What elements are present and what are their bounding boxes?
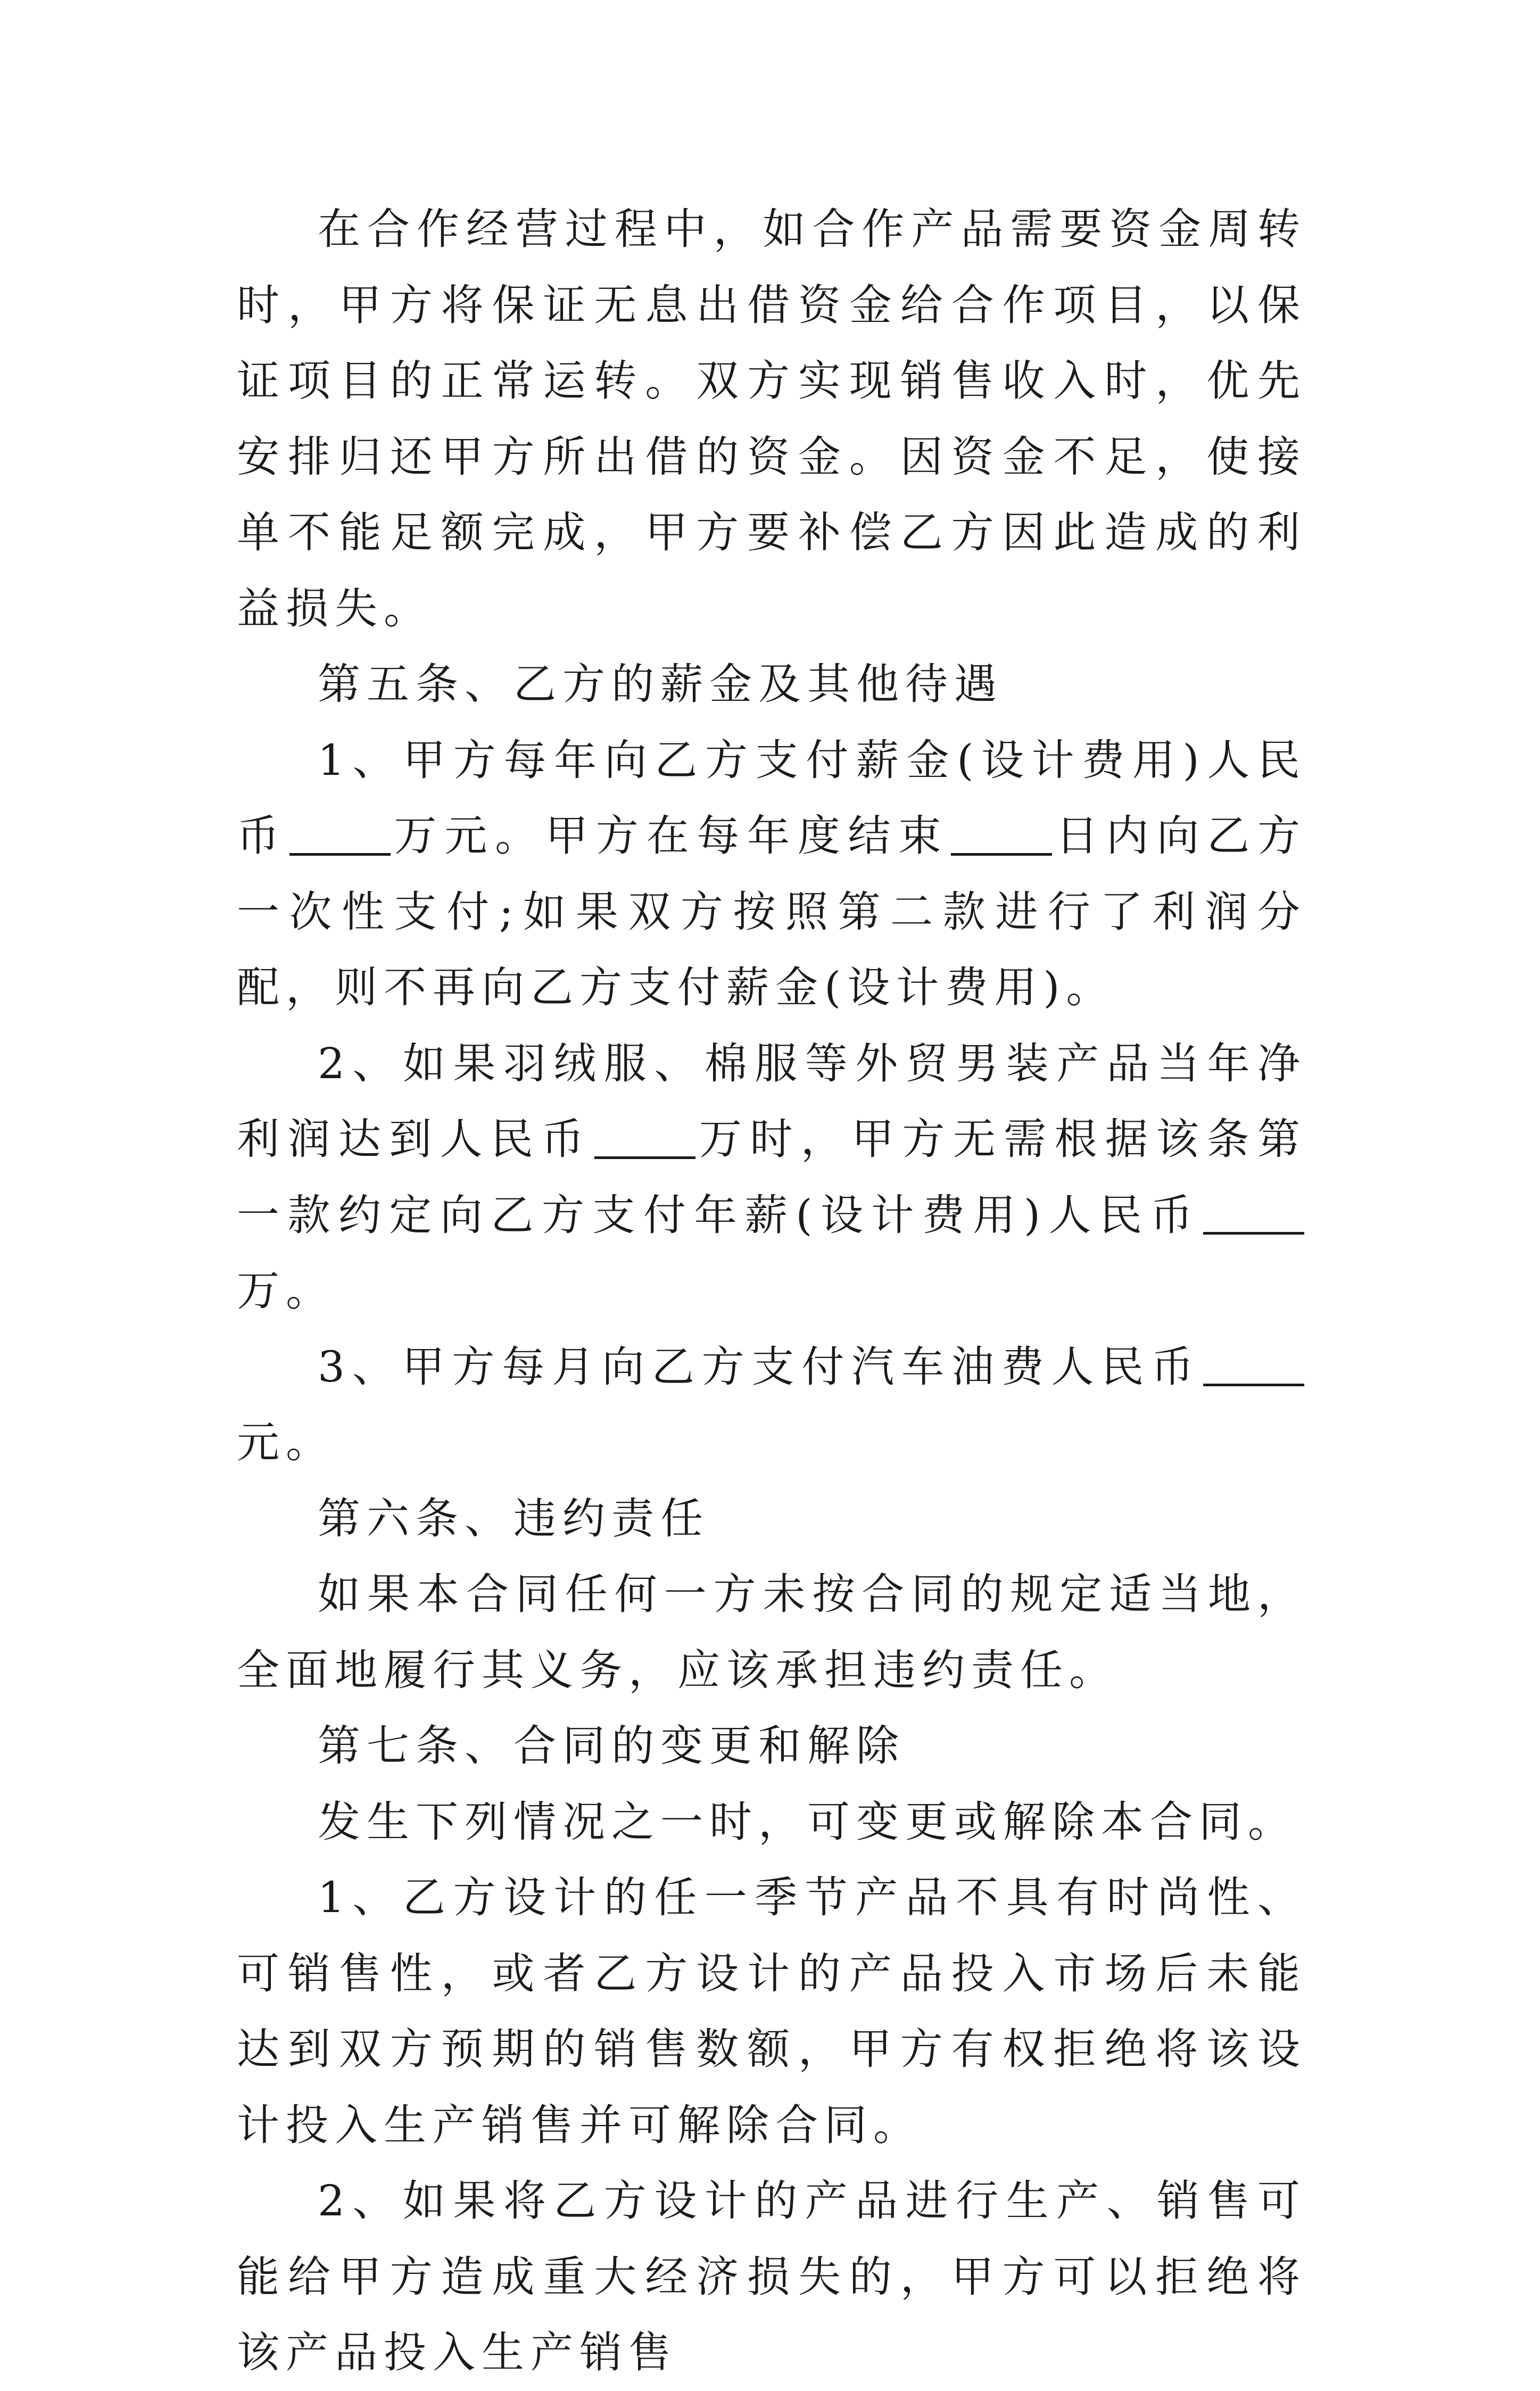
article-7-intro: 发生下列情况之一时，可变更或解除本合同。 [318, 1797, 1297, 1847]
paragraph-capital-turnover: 在合作经营过程中，如合作产品需要资金周转时，甲方将保证无息出借资金给合作项目，以保证项目的正常运转。双方实现销售收入时，优先安排归还甲方所出借的资金。因资金不足，使接单不能足额完成，甲方要补偿乙方因此造成的利益损失。 [237, 204, 1306, 633]
article-5-clause-3 [237, 1329, 1306, 1481]
article-6-body: 如果本合同任何一方未按合同的规定适当地，全面地履行其义务，应该承担违约责任。 [237, 1569, 1306, 1695]
clause-text: 万。 [237, 1266, 335, 1316]
fill-in-blank [951, 810, 1052, 856]
article-7-clause-1: 1、乙方设计的任一季节产品不具有时尚性、可销售性，或者乙方设计的产品投入市场后未能达到双方预期的销售数额，甲方有权拒绝将该设计投入生产销售并可解除合同。 [237, 1873, 1306, 2150]
article-5-clause-2 [237, 1026, 1306, 1329]
clause-text: 3、甲方每月向乙方支付汽车油费人民币 [318, 1342, 1201, 1392]
clause-text: 万元。甲方在每年度结束 [392, 811, 949, 861]
fill-in-blank [289, 810, 391, 856]
article-6-heading: 第六条、违约责任 [318, 1493, 709, 1543]
clause-text: 万时，甲方无需根据该条第一款约定向乙方支付年薪(设计费用)人民币 [237, 1114, 1307, 1240]
fill-in-blank [594, 1114, 696, 1159]
article-7-clause-2: 2、如果将乙方设计的产品进行生产、销售可能给甲方造成重大经济损失的，甲方可以拒绝将该产品投入生产销售 [237, 2176, 1306, 2377]
clause-text: 2、如果羽绒服、棉服等外贸男装产品当年净利润达到人民币 [237, 1038, 1306, 1164]
fill-in-blank [1203, 1341, 1304, 1386]
article-5-heading: 第五条、乙方的薪金及其他待遇 [318, 659, 1003, 709]
clause-text: 1、甲方每年向乙方支付薪金(设计费用)人民币 [237, 735, 1306, 861]
clause-text: 元。 [237, 1418, 335, 1467]
article-5-clause-1 [237, 723, 1306, 1026]
article-7-heading: 第七条、合同的变更和解除 [318, 1721, 905, 1771]
clause-text: 日内向乙方一次性支付;如果双方按照第二款进行了利润分配，则不再向乙方支付薪金(设计费用)。 [237, 811, 1307, 1012]
document-body [237, 192, 1306, 2391]
fill-in-blank [1203, 1189, 1304, 1235]
